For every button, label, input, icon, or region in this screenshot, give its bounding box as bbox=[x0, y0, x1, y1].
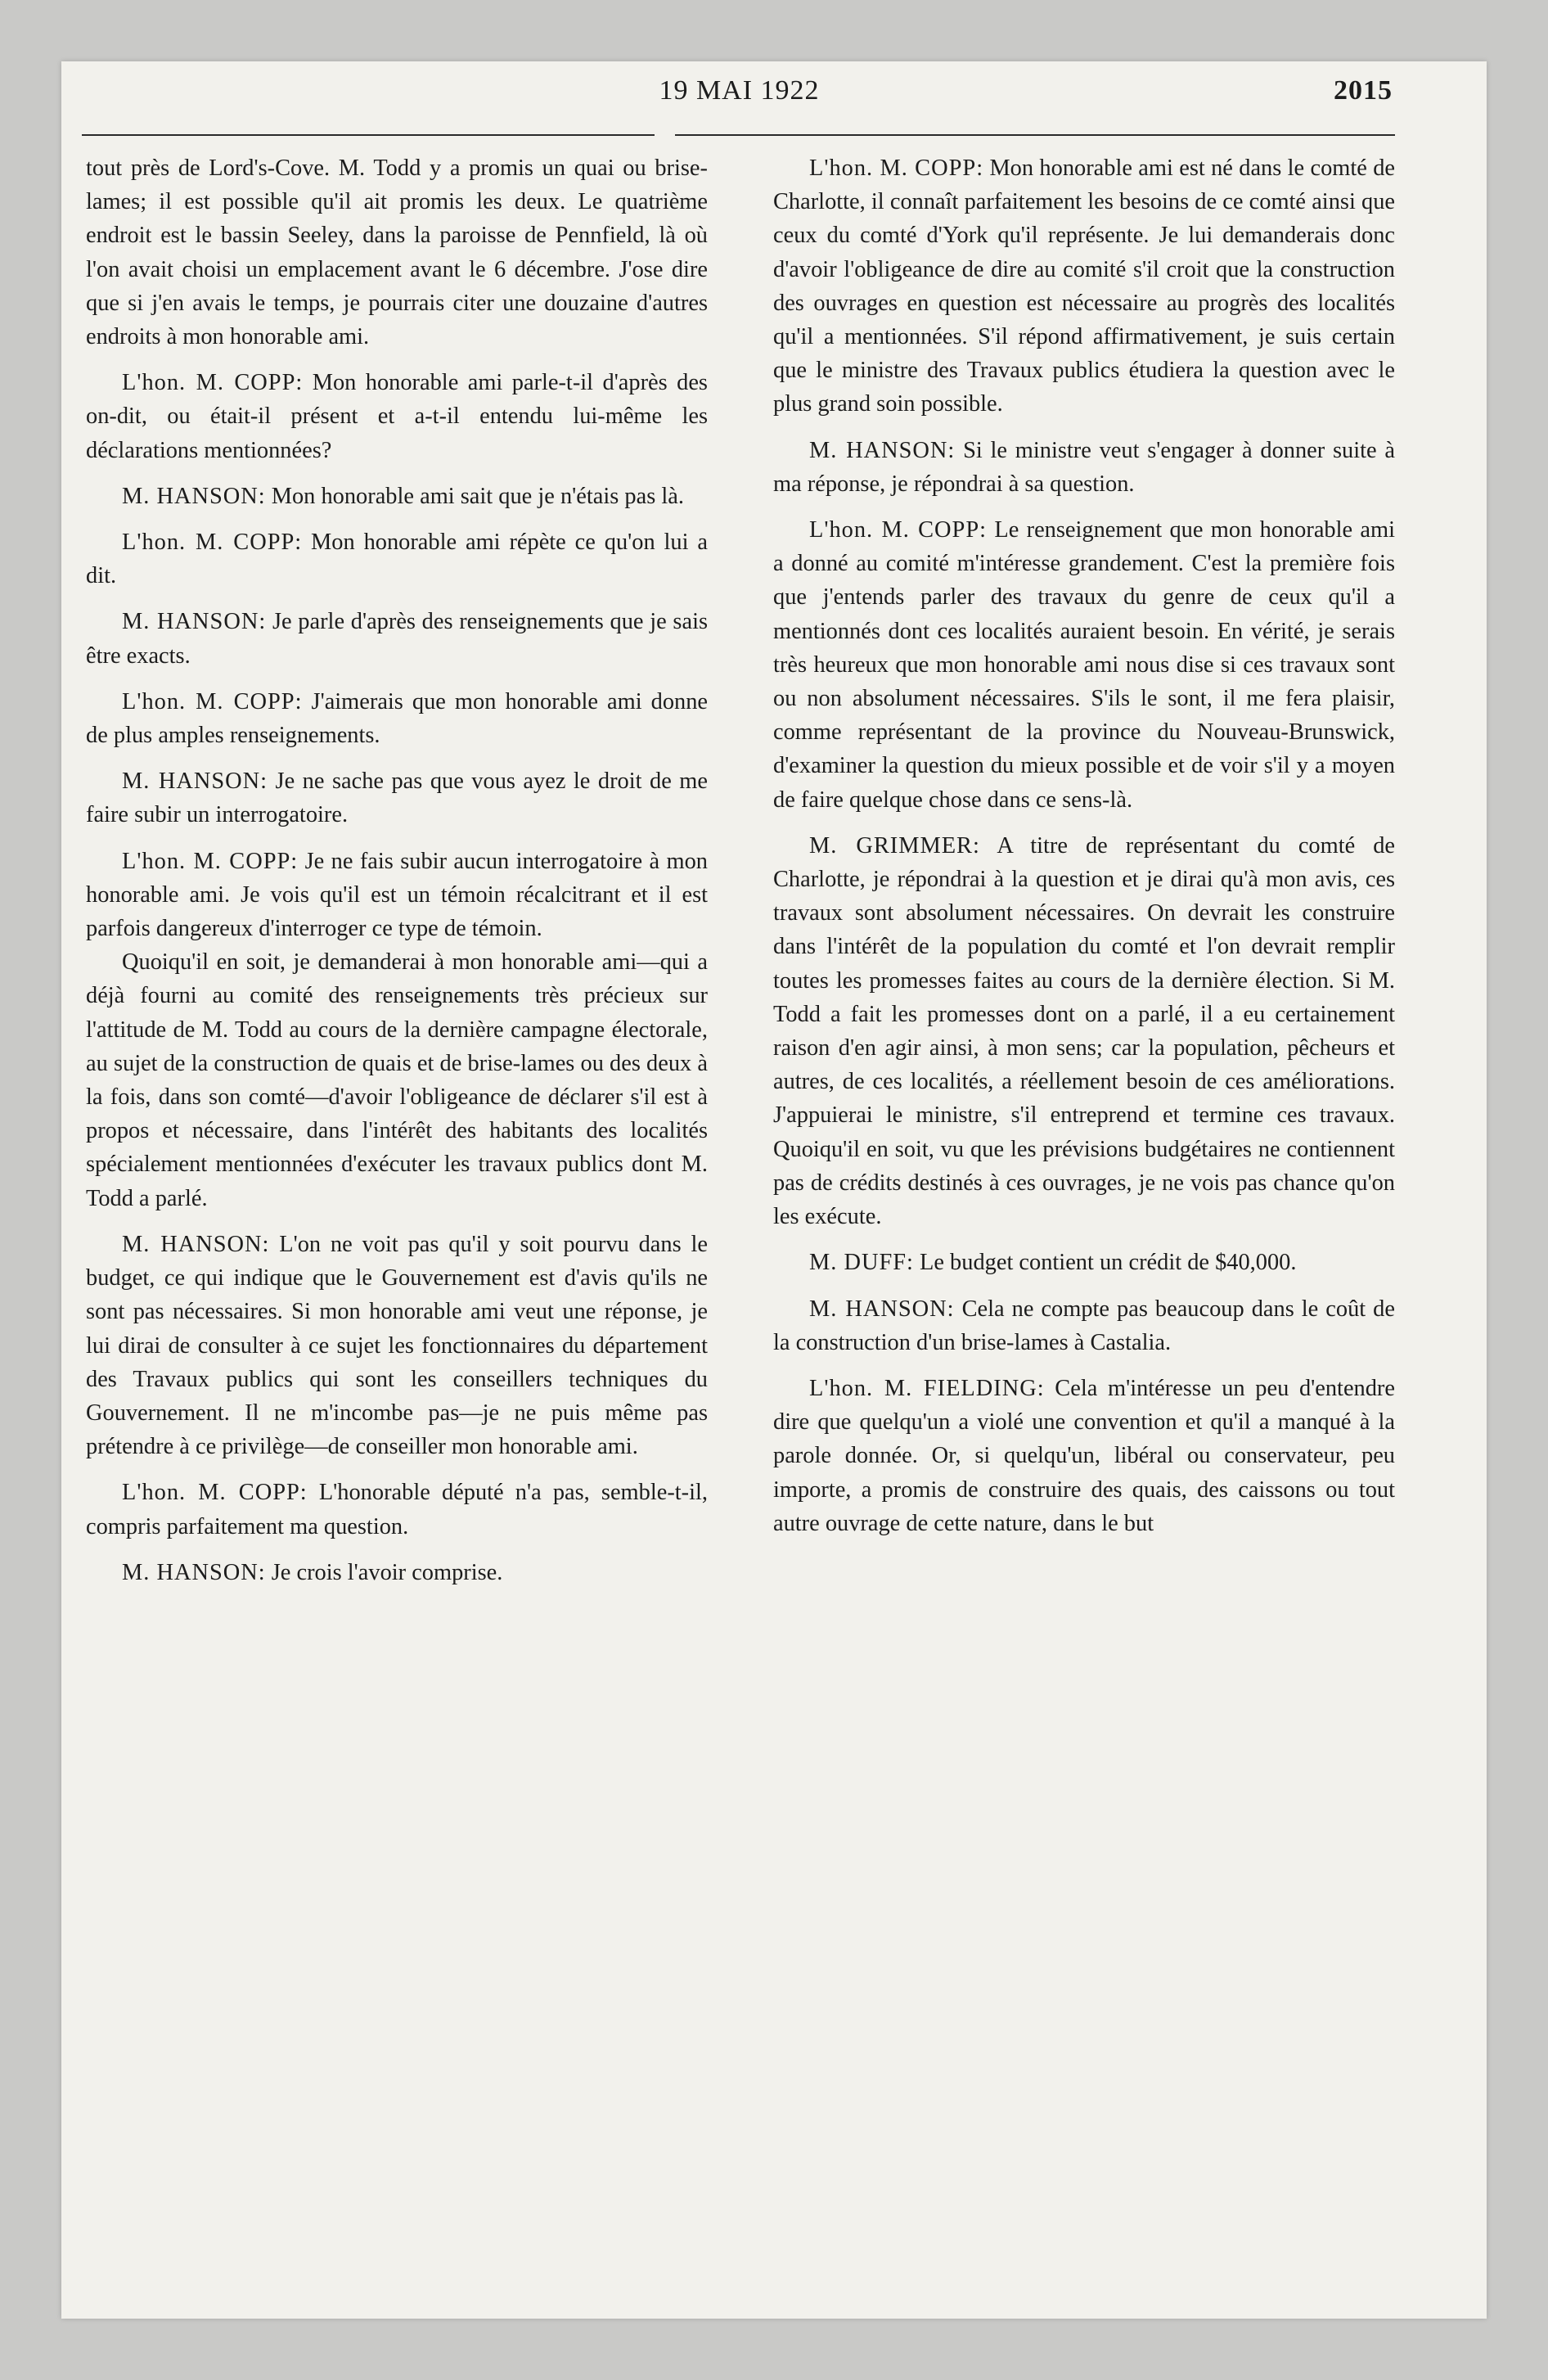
speaker-name: M. GRIMMER: bbox=[809, 832, 980, 859]
paragraph-text: Je crois l'avoir comprise. bbox=[265, 1559, 503, 1585]
speaker-name: L'hon. M. COPP: bbox=[122, 848, 299, 874]
speaker-name: L'hon. M. COPP: bbox=[122, 530, 303, 556]
speaker-name: M. DUFF: bbox=[809, 1250, 914, 1276]
speaker-name: L'hon. M. COPP: bbox=[122, 688, 303, 714]
paragraph bbox=[86, 1476, 708, 1543]
paragraph bbox=[86, 764, 708, 832]
paragraph bbox=[773, 1372, 1395, 1540]
header-date: 19 MAI 1922 bbox=[659, 75, 820, 106]
paragraph-text: L'on ne voit pas qu'il y soit pourvu dans le budget, ce qui indique que le Gouvernement est d'avis qu'ils ne sont pas nécessaires. Si mon honorable ami veut une réponse, je lui dirai de consulter à ce sujet les fonctionnaires du département des Travaux publics qui sont les conseillers techniques du Gouvernement. Il ne m'incombe pas—je ne puis même pas prétendre à ce privilège—de conseiller mon honorable ami. bbox=[86, 1231, 708, 1460]
paragraph-text: Mon honorable ami est né dans le comté de Charlotte, il connaît parfaitement les besoins de ce comté ainsi que ceux du comté d'York qu'il représente. Je lui demanderais donc d'avoir l'obligeance de dire au comité s'il croit que la construction des ouvrages en question est nécessaire au progrès des localités qu'il a mentionnées. S'il répond affirmativement, je suis certain que le ministre des Travaux publics étudiera la question avec le plus grand soin possible. bbox=[773, 156, 1395, 417]
paragraph bbox=[86, 480, 708, 513]
speaker-name: L'hon. M. FIELDING: bbox=[809, 1375, 1045, 1401]
speaker-name: M. HANSON: bbox=[809, 1296, 955, 1322]
paragraph-text: A titre de représentant du comté de Charlotte, je répondrai à la question et je dirai qu'à mon avis, ces travaux sont absolument nécessaires. On devrait les construire dans l'intérêt de la population du comté et l'on devrait remplir toutes les promesses faites au cours de la dernière élection. Si M. Todd a fait les promesses dont on a parlé, il a eu certainement raison d'en agir ainsi, à mon sens; car la population, pêcheurs et autres, de ces localités, a réellement besoin de ces améliorations. J'appuierai le ministre, s'il entreprend et termine ces travaux. Quoiqu'il en soit, vu que les prévisions budgétaires ne contiennent pas de crédits destinés à ces ouvrages, je ne vois pas chance qu'on les exécute. bbox=[773, 832, 1395, 1230]
paragraph-text: Cela ne compte pas beaucoup dans le coût de la construction d'un brise-lames à Castalia. bbox=[773, 1296, 1395, 1355]
header-rule-left bbox=[82, 134, 655, 136]
paragraph bbox=[86, 1228, 708, 1463]
paragraph bbox=[773, 513, 1395, 817]
paragraph bbox=[86, 366, 708, 467]
paragraph bbox=[86, 685, 708, 752]
paragraph-text: Quoiqu'il en soit, je demanderai à mon honorable ami—qui a déjà fourni au comité des renseignements très précieux sur l'attitude de M. Todd au cours de la dernière campagne électorale, au sujet de la construction de quais et de brise-lames ou des deux à la fois, dans son comté—d'avoir l'obligeance de déclarer s'il est à propos et nécessaire, dans l'intérêt des habitants des localités spécialement mentionnées d'exécuter les travaux publics dont M. Todd a parlé. bbox=[86, 949, 708, 1211]
speaker-name: M. HANSON: bbox=[122, 483, 266, 509]
header-rule-right bbox=[675, 134, 1395, 136]
paragraph bbox=[86, 945, 708, 1215]
paragraph-text: Mon honorable ami répète ce qu'on lui a dit. bbox=[86, 530, 708, 589]
paragraph-text: Je ne fais subir aucun interrogatoire à mon honorable ami. Je vois qu'il est un témoin récalcitrant et il est parfois dangereux d'interroger ce type de témoin. bbox=[86, 848, 708, 942]
paragraph-text: Cela m'intéresse un peu d'entendre dire que quelqu'un a violé une convention et qu'il a manqué à la parole donnée. Or, si quelqu'un, libéral ou conservateur, peu importe, a promis de construire des quais, des caissons ou tout autre ouvrage de cette nature, dans le but bbox=[773, 1375, 1395, 1536]
paragraph-text: Le budget contient un crédit de $40,000. bbox=[913, 1250, 1297, 1276]
speaker-name: M. HANSON: bbox=[122, 1231, 270, 1257]
paragraph bbox=[773, 151, 1395, 421]
speaker-name: M. HANSON: bbox=[809, 437, 956, 463]
page-number: 2015 bbox=[1334, 75, 1393, 106]
speaker-name: L'hon. M. COPP: bbox=[122, 370, 304, 396]
speaker-name: L'hon. M. COPP: bbox=[809, 156, 984, 181]
speaker-name: M. HANSON: bbox=[122, 1559, 266, 1585]
paragraph bbox=[773, 434, 1395, 501]
page-header bbox=[86, 75, 1393, 116]
paragraph bbox=[773, 829, 1395, 1233]
paragraph-text: Si le ministre veut s'engager à donner suite à ma réponse, je répondrai à sa question. bbox=[773, 437, 1395, 497]
paragraph-text: Mon honorable ami parle-t-il d'après des on-dit, ou était-il présent et a-t-il entendu lui-même les déclarations mentionnées? bbox=[86, 370, 708, 463]
paragraph-text: Le renseignement que mon honorable ami a donné au comité m'intéresse grandement. C'est la première fois que j'entends parler des travaux du genre de ceux qu'il a mentionnés dont ces localités auraient besoin. En vérité, je serais très heureux que mon honorable ami nous dise si ces travaux sont ou non absolument nécessaires. S'ils le sont, il me fera plaisir, comme représentant de la province du Nouveau-Brunswick, d'examiner la question du mieux possible et de voir s'il y a moyen de faire quelque chose dans ce sens-là. bbox=[773, 517, 1395, 813]
left-column bbox=[86, 151, 708, 1602]
paragraph-text: J'aimerais que mon honorable ami donne de plus amples renseignements. bbox=[86, 688, 709, 749]
paragraph-text: Mon honorable ami sait que je n'étais pas là. bbox=[265, 483, 684, 509]
right-column bbox=[773, 151, 1395, 1553]
paragraph-text: Je parle d'après des renseignements que je sais être exacts. bbox=[86, 609, 709, 669]
speaker-name: M. HANSON: bbox=[122, 609, 267, 635]
paragraph bbox=[773, 1246, 1395, 1279]
speaker-name: L'hon. M. COPP: bbox=[122, 1480, 308, 1506]
paragraph-text: L'honorable député n'a pas, semble-t-il, compris parfaitement ma question. bbox=[86, 1480, 708, 1539]
speaker-name: M. HANSON: bbox=[122, 769, 268, 795]
paragraph bbox=[86, 151, 708, 354]
paragraph-text: Je ne sache pas que vous ayez le droit de me faire subir un interrogatoire. bbox=[86, 769, 708, 828]
paragraph bbox=[773, 1292, 1395, 1359]
paragraph bbox=[86, 845, 708, 946]
paragraph bbox=[86, 525, 708, 593]
paragraph bbox=[86, 1556, 708, 1589]
paragraph bbox=[86, 605, 708, 672]
paragraph-text: tout près de Lord's-Cove. M. Todd y a promis un quai ou brise-lames; il est possible qu'il ait promis les deux. Le quatrième endroit est le bassin Seeley, dans la paroisse de Pennfield, là où l'on avait choisi un emplacement avant le 6 décembre. J'ose dire que si j'en avais le temps, je pourrais citer une douzaine d'autres endroits à mon honorable ami. bbox=[86, 156, 708, 350]
speaker-name: L'hon. M. COPP: bbox=[809, 517, 988, 543]
